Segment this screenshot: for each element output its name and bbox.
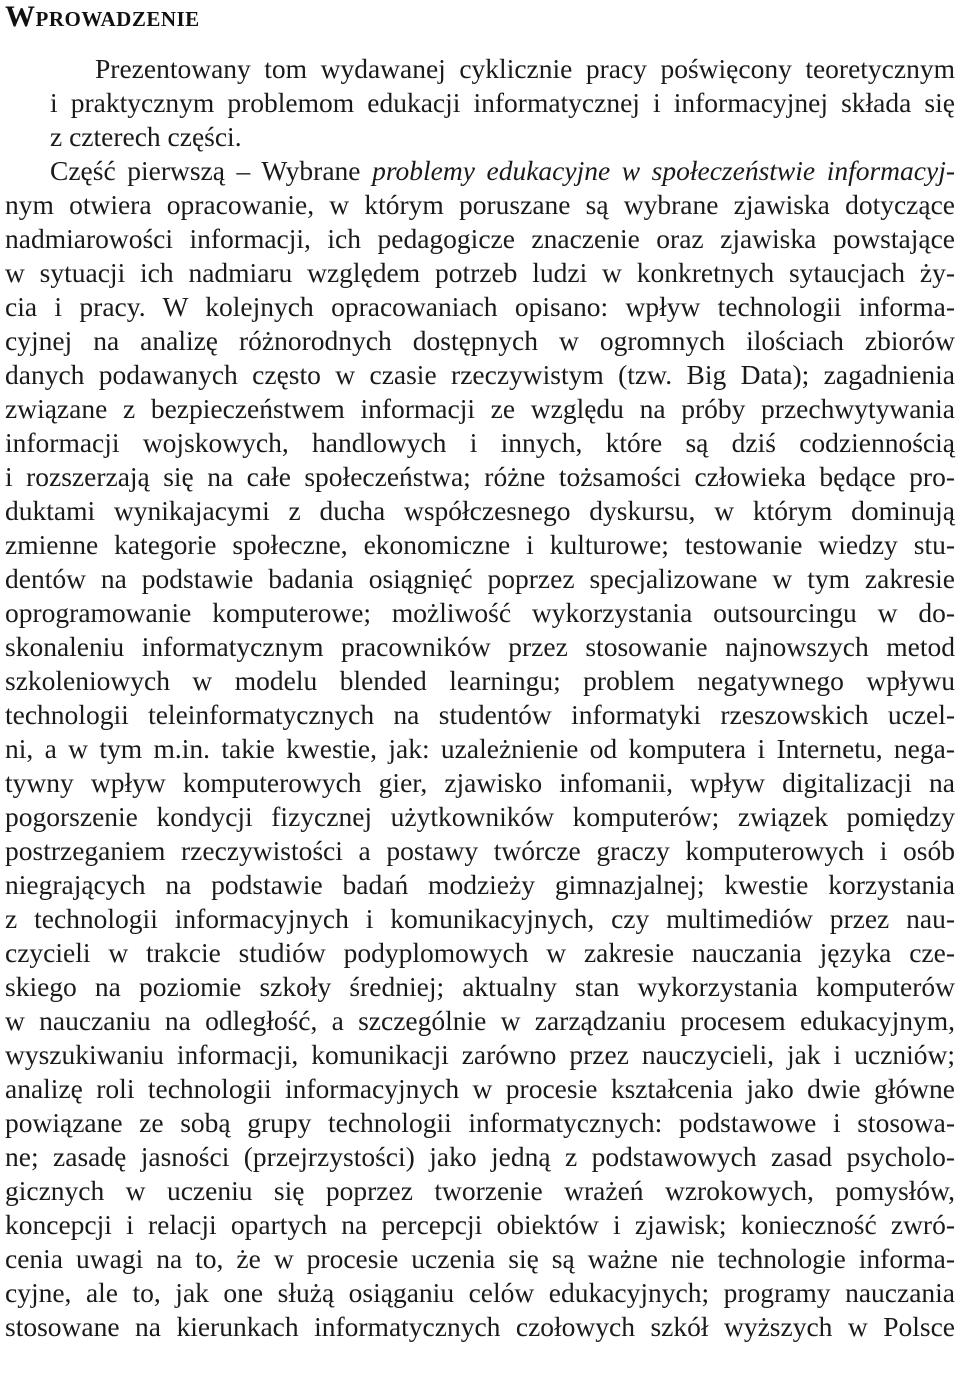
text-line: niegrających na podstawie badań modzieży gimnazjalnej; kwestie korzystania: [5, 869, 955, 900]
text-line: postrzeganiem rzeczywistości a postawy twórcze graczy komputerowych i osób: [5, 835, 955, 866]
text-line: pogorszenie kondycji fizycznej użytkowników komputerów; związek pomiędzy: [5, 801, 955, 832]
text-line: analizę roli technologii informacyjnych w procesie kształcenia jako dwie główne: [5, 1073, 955, 1104]
text-line: skonaleniu informatycznym pracowników przez stosowanie najnowszych metod: [5, 631, 955, 662]
text-line: zmienne kategorie społeczne, ekonomiczne i kulturowe; testowanie wiedzy stu-: [5, 529, 955, 560]
text-line: z czterech części.: [50, 121, 242, 152]
text-line: powiązane ze sobą grupy technologii informatycznych: podstawowe i stosowa-: [5, 1107, 955, 1138]
text-line: i praktycznym problemom edukacji informatycznej i informacyjnej składa się: [50, 87, 955, 118]
text-line: gicznych w uczeniu się poprzez tworzenie wrażeń wzrokowych, pomysłów,: [5, 1175, 955, 1206]
text-line: skiego na poziomie szkoły średniej; aktualny stan wykorzystania komputerów: [5, 971, 955, 1002]
text-line: cyjne, ale to, jak one służą osiąganiu celów edukacyjnych; programy nauczania: [5, 1277, 955, 1308]
text-line: Prezentowany tom wydawanej cyklicznie pracy poświęcony teoretycznym: [95, 53, 955, 84]
text-line: oprogramowanie komputerowe; możliwość wykorzystania outsourcingu w do-: [5, 597, 955, 628]
text-line: ni, a w tym m.in. takie kwestie, jak: uzależnienie od komputera i Internetu, nega-: [5, 733, 955, 764]
document-page: [5, 0, 955, 1344]
text-line: związane z bezpieczeństwem informacji ze względu na próby przechwytywania: [5, 393, 955, 424]
text-line: czycieli w trakcie studiów podyplomowych w zakresie nauczania języka cze-: [5, 937, 955, 968]
text-line: z technologii informacyjnych i komunikacyjnych, czy multimediów przez nau-: [5, 903, 955, 934]
text-span: Część pierwszą – Wybrane: [50, 155, 373, 186]
paragraph-intro: [5, 52, 955, 154]
text-line: [5, 154, 955, 188]
text-line: informacji wojskowych, handlowych i innych, które są dziś codziennością: [5, 427, 955, 458]
text-line: koncepcji i relacji opartych na percepcji obiektów i zjawisk; konieczność zwró-: [5, 1209, 955, 1240]
text-line: wyszukiwaniu informacji, komunikacji zarówno przez nauczycieli, jak i uczniów;: [5, 1039, 955, 1070]
paragraph-part-one: [5, 154, 955, 1344]
text-line: dentów na podstawie badania osiągnięć poprzez specjalizowane w tym zakresie: [5, 563, 955, 594]
text-line: szkoleniowych w modelu blended learningu; problem negatywnego wpływu: [5, 665, 955, 696]
section-heading: Wprowadzenie: [5, 0, 200, 33]
text-line: w nauczaniu na odległość, a szczególnie w zarządzaniu procesem edukacyjnym,: [5, 1005, 955, 1036]
text-line: nadmiarowości informacji, ich pedagogicze znaczenie oraz zjawiska powstające: [5, 223, 955, 254]
text-line: cenia uwagi na to, że w procesie uczenia się są ważne nie technologie informa-: [5, 1243, 955, 1274]
text-line: technologii teleinformatycznych na studentów informatyki rzeszowskich uczel-: [5, 699, 955, 730]
italic-title: problemy edukacyjne w społeczeństwie informacyj-: [372, 155, 955, 186]
text-line: cia i pracy. W kolejnych opracowaniach opisano: wpływ technologii informa-: [5, 291, 955, 322]
text-line: w sytuacji ich nadmiaru względem potrzeb ludzi w konkretnych sytaucjach ży-: [5, 257, 955, 288]
text-line: danych podawanych często w czasie rzeczywistym (tzw. Big Data); zagadnienia: [5, 359, 955, 390]
text-line: ne; zasadę jasności (przejrzystości) jako jedną z podstawowych zasad psycholo-: [5, 1141, 955, 1172]
text-line: cyjnej na analizę różnorodnych dostępnych w ogromnych ilościach zbiorów: [5, 325, 955, 356]
text-line: duktami wynikajacymi z ducha współczesnego dyskursu, w którym dominują: [5, 495, 955, 526]
text-line: stosowane na kierunkach informatycznych czołowych szkół wyższych w Polsce: [5, 1311, 955, 1342]
text-line: tywny wpływ komputerowych gier, zjawisko infomanii, wpływ digitalizacji na: [5, 767, 955, 798]
text-line: i rozszerzają się na całe społeczeństwa; różne tożsamości człowieka będące pro-: [5, 461, 955, 492]
text-line: nym otwiera opracowanie, w którym poruszane są wybrane zjawiska dotyczące: [5, 189, 955, 220]
